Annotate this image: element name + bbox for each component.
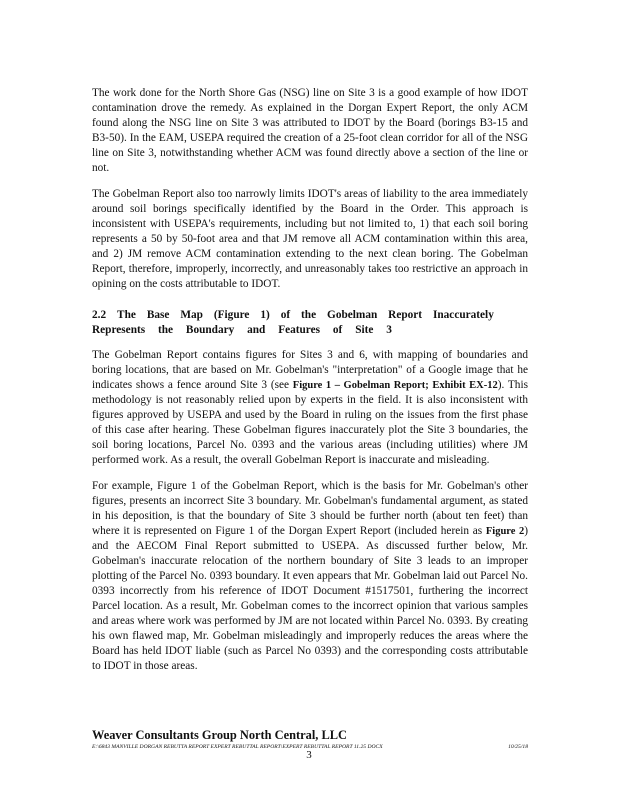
paragraph-nsg-line: The work done for the North Shore Gas (NSG) line on Site 3 is a good example of how IDOT contamination drove the remedy. As explained in the Dorgan Expert Report, the only ACM found along the NSG line on Site 3 was attributed to IDOT by the Board (borings B3-15 and B3-50). In the EAM, USEPA required the creation of a 25-foot clean corridor for all of the NSG line on Site 3, notwithstanding whether ACM was found directly above a section of the line or not. xyxy=(92,87,528,174)
heading-word: (Figure xyxy=(213,309,250,321)
heading-word: of xyxy=(280,309,291,321)
heading-line-2 xyxy=(92,323,392,338)
heading-word: Base xyxy=(146,309,170,321)
footer-date: 10/25/18 xyxy=(508,744,528,750)
page-footer xyxy=(92,728,528,751)
heading-word: of xyxy=(332,324,343,336)
heading-line-1 xyxy=(92,308,494,323)
heading-word: Features xyxy=(278,324,321,336)
heading-word: Represents xyxy=(92,324,146,336)
figure-reference: Figure 2 xyxy=(485,526,525,537)
heading-word: and xyxy=(247,324,266,336)
heading-word: Map xyxy=(180,309,203,321)
paragraph-liability-limits: The Gobelman Report also too narrowly limits IDOT's areas of liability to the area immediately around soil borings specifically identified by the Board in the Order. This approach is inconsistent with USEPA's requirements, including but not limited to, 1) that each soil boring represents a 50 by 50-foot area and that JM remove all ACM contamination within this area, and 2) JM remove ACM contamination extending to the next clean boring. The Gobelman Report, therefore, improperly, incorrectly, and unreasonably takes too restrictive an approach in opining on the costs attributable to IDOT. xyxy=(92,188,528,290)
heading-word: Site xyxy=(355,324,374,336)
heading-word: the xyxy=(158,324,174,336)
heading-word: Gobelman xyxy=(327,309,378,321)
heading-word: The xyxy=(117,309,136,321)
figure-reference: Figure 1 – Gobelman Report; Exhibit EX-12 xyxy=(292,380,498,391)
paragraph-base-map xyxy=(92,348,528,468)
paragraph-text: The Gobelman Report contains figures for Sites 3 and 6, with mapping of boundaries and boring locations, that are based on Mr. Gobelman's "interpretation" of a Google image that he indicates shows a fence around Site 3 (see xyxy=(92,349,528,391)
heading-word: the xyxy=(301,309,317,321)
heading-word: Report xyxy=(388,309,423,321)
heading-word: Inaccurately xyxy=(432,309,494,321)
heading-word: Boundary xyxy=(185,324,235,336)
paragraph-text: For example, Figure 1 of the Gobelman Report, which is the basis for Mr. Gobelman's other figures, presents an incorrect Site 3 boundary. Mr. Gobelman's fundamental argument, as stated in his deposition, is that the boundary of Site 3 should be further north (about ten feet) than where it is represented on Figure 1 of the Dorgan Expert Report (included herein as xyxy=(92,480,528,537)
paragraph-text: ). This methodology is not reasonably relied upon by experts in the field. It is also inconsistent with figures approved by USEPA and used by the Board in ruling on the issues from the first phase of this case after hearing. These Gobelman figures inaccurately plot the Site 3 boundaries, the soil boring locations, Parcel No. 0393 and the various areas (including utilities) where JM performed work. As a result, the overall Gobelman Report is inaccurate and misleading. xyxy=(92,379,528,466)
page-number: 3 xyxy=(306,749,312,761)
heading-word: 2.2 xyxy=(92,309,107,321)
document-body xyxy=(92,86,528,685)
heading-word: 3 xyxy=(386,324,392,336)
paragraph-text: ) and the AECOM Final Report submitted to USEPA. As discussed further below, Mr. Gobelman's inaccurate relocation of the northern boundary of Site 3 leads to an improper plotting of the Parcel No. 0393 boundary. It even appears that Mr. Gobelman laid out Parcel No. 0393 incorrectly from his reference of IDOT Document #1517501, furthering the incorrect Parcel location. As a result, Mr. Gobelman comes to the incorrect opinion that various samples and areas where work was performed by JM are not located within Parcel No. 0393. By creating his own flawed map, Mr. Gobelman misleadingly and improperly reduces the areas where the Board has held IDOT liable (such as Parcel No 0393) and the corresponding costs attributable to IDOT in those areas. xyxy=(92,525,528,672)
section-heading-2-2 xyxy=(92,308,528,338)
heading-word: 1) xyxy=(260,309,270,321)
paragraph-figure-example xyxy=(92,479,528,674)
file-path: E:\6843 MANVILLE DORGAN REBUTTA REPORT EXPERT REBUTTAL REPORT\EXPERT REBUTTAL REPORT 11.25 DOCX xyxy=(92,744,383,750)
company-name: Weaver Consultants Group North Central, LLC xyxy=(92,728,347,742)
